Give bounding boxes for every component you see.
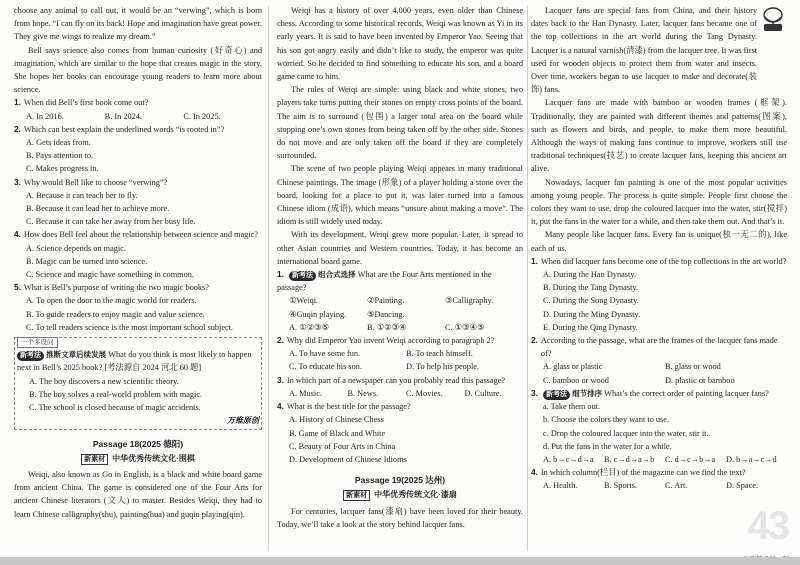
option: C. Makes progress in. <box>26 164 99 174</box>
bottom-edge <box>0 557 800 565</box>
option: B. In 2024. <box>104 111 143 121</box>
question-number: 3. <box>277 374 284 385</box>
item: d. Put the fans in the water for a while. <box>543 441 672 451</box>
paragraph: Lacquer fans are made with bamboo or wooden frames (框架). Traditionally, they are painted with different themes and patterns(图案), such as flowers and birds, and people, to make them more beautiful. Although the ways of making fans continue to improve, workers still use traditional techniques(技艺) to create lacquer fans, keeping this ancient art alive. <box>531 98 787 174</box>
option: A. b→c→d→a <box>543 454 594 464</box>
column-divider <box>268 6 269 551</box>
option: A. The boy discovers a new scientific theory. <box>29 376 179 386</box>
paragraph: With its development, Weiqi grew more popular. Later, it spread to other Asian countries and Western countries. Today, it has become an international board game. <box>277 230 523 266</box>
option: C. ①③④⑤ <box>445 322 485 332</box>
question-number: 1. <box>531 255 538 266</box>
question-stem: Why would Bell like to choose “verwing”? <box>23 177 168 187</box>
question-stem: What do you think is most likely to happen next in Bell’s 2025 book? [考法源自 2024 河北 60 题] <box>17 350 252 373</box>
question <box>277 400 523 466</box>
question <box>277 334 523 374</box>
option: D. Culture. <box>464 388 502 398</box>
paragraph: The scene of two people playing Weiqi appears in many traditional Chinese paintings. The image (形象) of a player holding a stone over the board, looking for a place to put it, was later turned into a famous Chinese idiom (成语), which means “unsure about making a move”. The idiom is still widely used today. <box>277 164 523 227</box>
paragraph: Nowadays, lacquer fan painting is one of the most popular activities among young people. The process is quite simple. People first choose the colors they want to use, drop the coloured lacquer into the water, stir(搅拌) it, put the fans in the water for a while, and then take them out. And that’s it. <box>531 177 787 227</box>
new-exam-tag: 新考法 <box>543 390 570 400</box>
item: ⑤Dancing. <box>367 309 405 319</box>
lacquer-fan-logo-icon <box>760 6 786 36</box>
option: A. Science depends on magic. <box>26 243 126 253</box>
option: D. To help his people. <box>406 362 480 372</box>
question <box>531 255 787 334</box>
question-number: 4. <box>277 401 284 412</box>
item: a. Take them out. <box>543 402 601 412</box>
question-number: 1. <box>277 269 284 280</box>
option: A. ①②③⑤ <box>289 322 329 332</box>
new-material-tag: 新素材 <box>81 454 108 465</box>
passage-subtitle <box>277 488 523 501</box>
option: A. During the Han Dynasty. <box>543 270 637 280</box>
option: B. Because it can lead her to achieve more. <box>26 204 170 214</box>
question <box>277 374 523 400</box>
option: C. bamboo or wood <box>543 375 609 385</box>
option: B. To guide readers to enjoy magic and value science. <box>26 309 205 319</box>
passage-topic: 中华优秀传统文化·围棋 <box>112 453 195 463</box>
option: B. The boy solves a real-world problem with magic. <box>29 389 203 399</box>
column-left <box>14 4 262 521</box>
item: b. Choose the colors they want to use. <box>543 415 670 425</box>
question-stem: How does Bell feel about the relationship between science and magic? <box>23 230 258 240</box>
item: ②Painting. <box>367 296 405 306</box>
option: A. To have some fun. <box>289 349 361 359</box>
question-type: 组合式选择 <box>318 270 356 280</box>
paragraph: choose any animal to call out, it would be an “verwing”, which is born from hope. “I can fly on its back! Hope and imagination have great power. They give me wings to realize my dream.” <box>14 6 262 42</box>
option: E. During the Qing Dynasty. <box>543 322 638 332</box>
question-number: 5. <box>14 282 21 293</box>
question <box>531 466 787 492</box>
brand-mark: 万维原创 <box>227 416 259 426</box>
option: B. Game of Black and White <box>289 428 386 438</box>
question-stem: Why did Emperor Yao invent Weiqi according to paragraph 2? <box>286 336 495 346</box>
option: B. ①②③④ <box>367 322 407 332</box>
item: c. Drop the coloured lacquer into the water, stir it. <box>543 428 709 438</box>
item: ③Calligraphy. <box>445 296 494 306</box>
question-stem: What is Bell’s purpose of writing the two magic books? <box>23 283 209 293</box>
paragraph: For centuries, lacquer fans(漆扇) have been loved for their beauty. Today, we’ll take a look at the story behind lacquer fans. <box>277 506 523 529</box>
question-stem: When did Bell’s first book come out? <box>23 98 149 108</box>
passage-title: Passage 18(2025 德阳) <box>92 438 184 449</box>
question-list <box>531 255 787 387</box>
option: B. During the Tang Dynasty. <box>543 283 639 293</box>
option: C. d→c→b→a <box>665 454 716 464</box>
page-big-number: 43 <box>747 504 788 548</box>
question-type: 细节排序 <box>572 388 603 398</box>
question-stem: When did lacquer fans become one of the top collections in the art world? <box>540 256 787 266</box>
option: A. To open the door to the magic world for readers. <box>26 296 197 306</box>
column-right <box>531 4 787 493</box>
option: C. During the Song Dynasty. <box>543 296 639 306</box>
option: A. Because it can teach her to fly. <box>26 190 138 200</box>
question-stem: What are the Four Arts mentioned in the passage? <box>277 270 492 293</box>
option: C. Science and magic have something in common. <box>26 270 194 280</box>
question-stem: What is the best title for the passage? <box>286 402 411 412</box>
passage-topic: 中华优秀传统文化·漆扇 <box>374 490 457 500</box>
option: B. News. <box>347 388 379 398</box>
option: C. To tell readers science is the most important school subject. <box>26 322 234 332</box>
paragraph: Weiqi, also known as Go in English, is a black and white board game from ancient China. The game is considered one of the Four Arts for ancient Chinese literators (文人) to master. Besides Weiqi, they had to learn Chinese calligraphy(shu), painting(hua) and guqin playing(qin). <box>14 469 262 519</box>
new-exam-tag: 新考法 <box>17 351 44 361</box>
option: D. During the Ming Dynasty. <box>543 309 641 319</box>
column-middle <box>277 4 523 531</box>
paragraph: Weiqi has a history of over 4,000 years, even older than Chinese chess. According to some historical records, Weiqi was known as Yi in its early years. It is said to have been invented by Emperor Yao. Seeing that his son got angry easily and didn’t like to study, the emperor was quite worried. So he decided to find something to educate his son, and a board game came to him. <box>277 6 523 82</box>
option: A. Music. <box>289 388 322 398</box>
question <box>14 228 262 281</box>
question <box>531 387 787 466</box>
question-type: 推断文章后续发展 <box>46 350 107 360</box>
question-stem: What’s the correct order of painting lacquer fans? <box>604 388 769 398</box>
option: B. c→d→a→b <box>604 454 655 464</box>
question <box>14 176 262 229</box>
option: B. Pays attention to. <box>26 151 94 161</box>
option: A. Gets ideas from. <box>26 138 91 148</box>
option: C. The school is closed because of magic accidents. <box>29 403 201 413</box>
option: B. To teach himself. <box>406 349 473 359</box>
passage-title: Passage 19(2025 达州) <box>354 475 446 486</box>
new-exam-tag: 新考法 <box>289 271 316 281</box>
option: C. In 2025. <box>183 111 221 121</box>
option: C. Movies. <box>406 388 443 398</box>
paragraph: Many people like lacquer fans. Every fan is unique(独一无二的), like each of us. <box>531 230 787 253</box>
question-number: 2. <box>531 335 538 346</box>
extra-question-box <box>14 337 262 429</box>
question-number: 4. <box>531 467 538 478</box>
paragraph: The rules of Weiqi are simple: using black and white stones, two players take turns putting their stones on empty cross points of the board. The aim is to surround (包围) a larger total area on the board while stopping one’s own stones from being taken off by the other side. Stones do not move and are only taken off the board if they are completely surrounded. <box>277 85 523 161</box>
paragraph: Bell says science also comes from human curiosity (好奇心) and imagination, which are similar to the hope that creates magic in the story. She hopes her books can encourage young readers to learn more about science. <box>14 45 262 95</box>
option: D. b→a→c→d <box>726 454 777 464</box>
option: B. glass or wood <box>665 362 721 372</box>
option: C. Beauty of Four Arts in China <box>289 441 396 451</box>
question-number: 2. <box>277 335 284 346</box>
item: ④Guqin playing. <box>289 309 347 319</box>
question-list <box>277 334 523 466</box>
item: ①Weiqi. <box>289 296 319 306</box>
option: D. Development of Chinese Idioms <box>289 454 407 464</box>
question <box>14 281 262 334</box>
option: B. Magic can be turned into science. <box>26 256 148 266</box>
question <box>277 268 523 334</box>
option: B. Sports. <box>604 481 637 491</box>
question-number: 1. <box>14 97 21 108</box>
question-stem: In which column(栏目) of the magazine can we find the text? <box>540 468 746 478</box>
option: A. Health. <box>543 481 578 491</box>
question <box>14 96 262 122</box>
option: A. History of Chinese Chess <box>289 415 384 425</box>
question-number: 2. <box>14 123 21 134</box>
question-stem: Which can best explain the underlined words “is rooted in”? <box>23 124 225 134</box>
question-number: 4. <box>14 229 21 240</box>
question-number: 3. <box>531 387 538 398</box>
option: C. Because it can take her away from her busy life. <box>26 217 196 227</box>
question-stem: According to the passage, what are the frames of the lacquer fans made of? <box>540 336 778 359</box>
option: C. To educate his son. <box>289 362 363 372</box>
question-number: 3. <box>14 176 21 187</box>
box-label: 一个多设问 <box>17 337 58 348</box>
option: D. Space. <box>726 481 759 491</box>
question-stem: In which part of a newspaper can you probably read this passage? <box>286 375 506 385</box>
new-material-tag: 新素材 <box>343 490 370 501</box>
question <box>531 334 787 387</box>
option: A. In 2016. <box>26 111 64 121</box>
question-list <box>14 96 262 334</box>
column-divider <box>527 6 528 551</box>
passage-subtitle <box>14 452 262 465</box>
question <box>14 123 262 176</box>
option: C. Art. <box>665 481 688 491</box>
option: D. plastic or bamboo <box>665 375 735 385</box>
paragraph: Lacquer fans are special fans from China, and their history dates back to the Han Dynasty. Later, lacquer fans became one of the top collections in the art world during the Tang Dynasty. Lacquer is a natural varnish(清漆) from the lacquer tree. It was first used for wooden objects to protect them from water and insects. Over time, workers began to use lacquer to make and decorate(装饰) fans. <box>531 6 757 95</box>
option: A. glass or plastic <box>543 362 603 372</box>
